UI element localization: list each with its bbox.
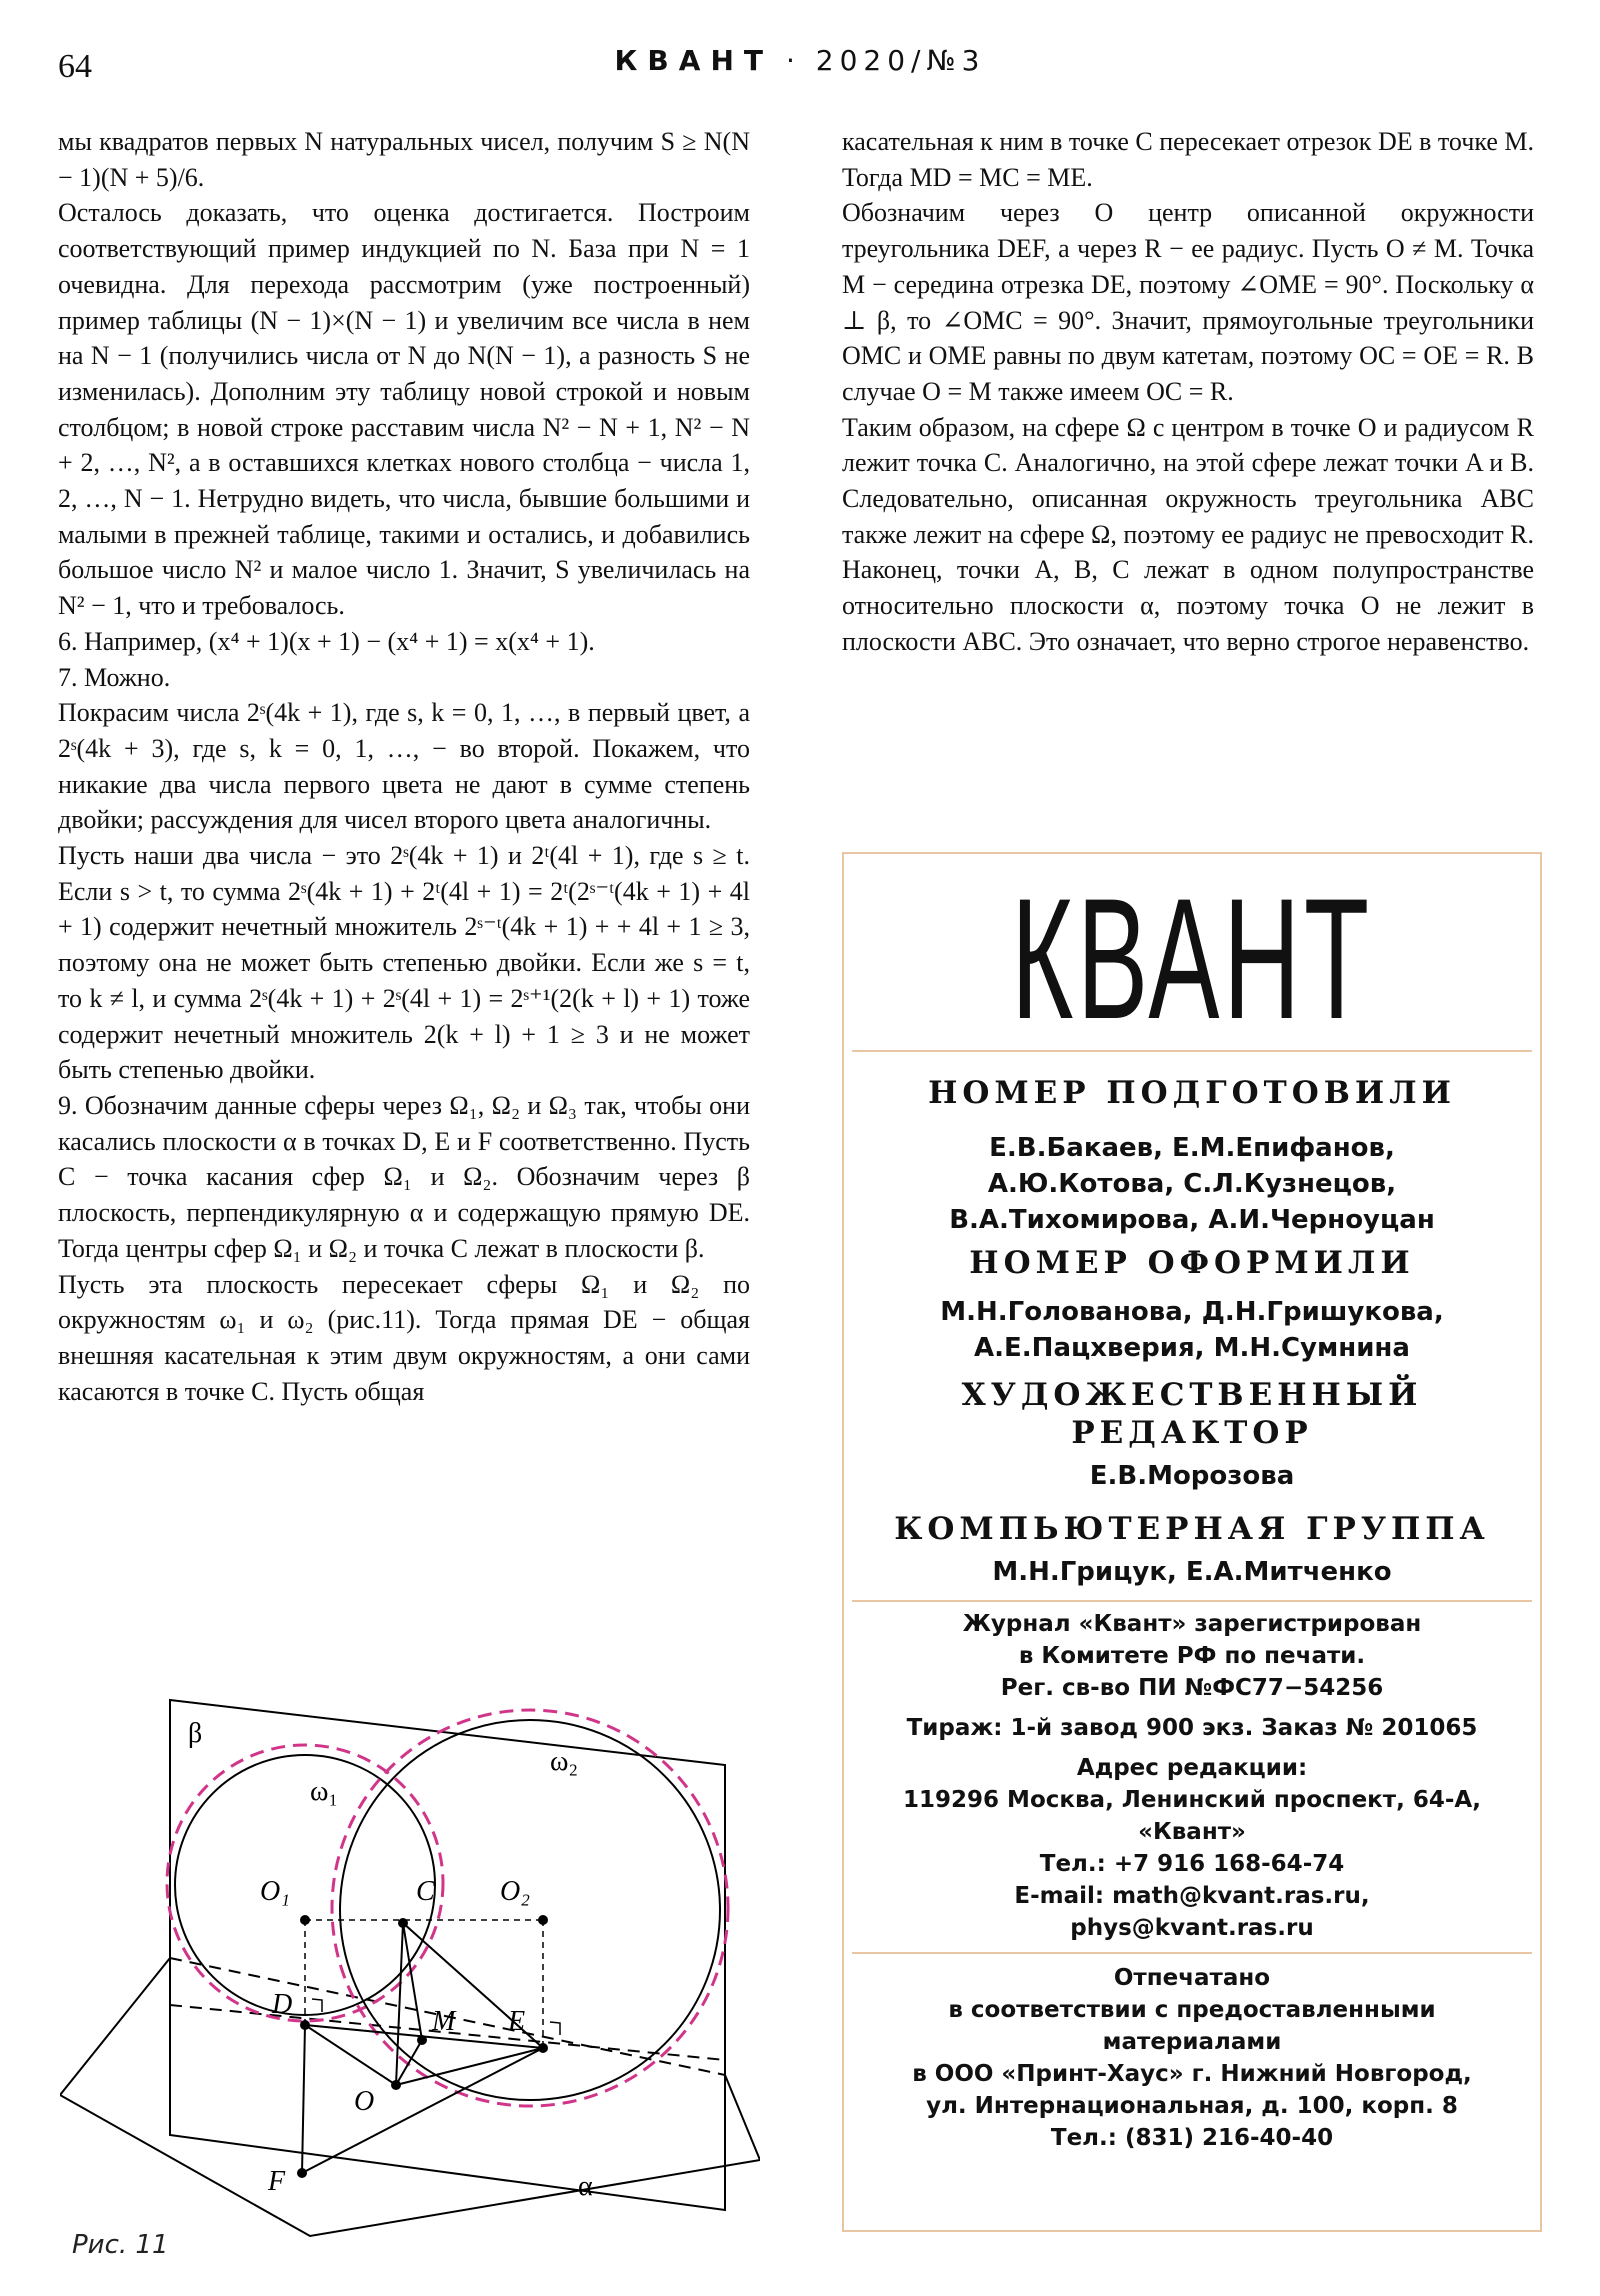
right-column xyxy=(842,124,1534,660)
prepared-names: В.А.Тихомирова, А.И.Черноуцан xyxy=(949,1205,1435,1235)
point-c xyxy=(398,1918,408,1928)
running-header xyxy=(0,44,1600,78)
geometry-figure xyxy=(60,1690,760,2250)
printed-line: материалами xyxy=(1102,2029,1282,2055)
point-f xyxy=(297,2168,307,2178)
figure-caption: Рис. 11 xyxy=(72,2230,169,2260)
paragraph: касательная к ним в точке C пересекает отрезок DE в точке M. Тогда MD = MC = ME. xyxy=(842,127,1534,192)
address-line: «Квант» xyxy=(1138,1819,1246,1845)
printed-line: ул. Интернациональная, д. 100, корп. 8 xyxy=(926,2093,1458,2119)
registration-line: Журнал «Квант» зарегистрирован xyxy=(962,1611,1422,1637)
paragraph: Обозначим через O центр описанной окружности треугольника DEF, а через R − ее радиус. Пусть O ≠ M. Точка M − середина отрезка DE, поэтому ∠OME = 90°. Поскольку α ⊥ β, то ∠OMC = 90°. Значит, прямоугольные треугольники OMC и OME равны по двум катетам, поэтому OC = OE = R. В случае O = M также имеем OC = R. xyxy=(842,198,1534,406)
label-m: M xyxy=(432,2006,456,2037)
segment-oe xyxy=(396,2048,543,2085)
segment-df xyxy=(302,2025,305,2173)
label-o2: O₂ xyxy=(500,1876,530,1907)
email: phys@kvant.ras.ru xyxy=(1070,1915,1314,1941)
point-d xyxy=(300,2020,310,2030)
paragraph: Пусть эта плоскость пересекает сферы Ω₁ и Ω₂ по окружностям ω₁ и ω₂ (рис.11). Тогда прямая DE − общая внешняя касательная к этим двум окружностям, а они сами касаются в точке C. Пусть общая xyxy=(58,1269,750,1406)
designed-title: НОМЕР ОФОРМИЛИ xyxy=(969,1245,1415,1281)
prepared-names: А.Ю.Котова, С.Л.Кузнецов, xyxy=(987,1169,1397,1199)
point-o1 xyxy=(300,1915,310,1925)
paragraph: Осталось доказать, что оценка достигается. Построим соответствующий пример индукцией по N. База при N = 1 очевидна. Для перехода рассмотрим (уже построенный) пример таблицы (N − 1)×(N − 1) и увеличим все числа в нем на N − 1 (получились числа от N до N(N − 1), а разность S не изменилась). Дополним эту таблицу новой строкой и новым столбцом; в новой строке расставим числа N² − N + 1, N² − N + 2, …, N², а в оставшихся клетках нового столбца − числа 1, 2, …, N − 1. Нетрудно видеть, что числа, бывшие большими и малыми в прежней таблице, такими и остались, и добавились большое число N² и малое число 1. Значит, S увеличилась на N² − 1, что и требовалось. xyxy=(58,198,750,621)
point-m xyxy=(417,2035,427,2045)
plane-beta xyxy=(170,1700,725,2210)
art-editor-name: Е.В.Морозова xyxy=(1089,1461,1295,1491)
prepared-names: Е.В.Бакаев, Е.М.Епифанов, xyxy=(989,1133,1395,1163)
paragraph: Таким образом, на сфере Ω с центром в точке O и радиусом R лежит точка C. Аналогично, на этой сфере лежат точки A и B. Следовательно, описанная окружность треугольника ABC также лежит на сфере Ω, поэтому ее радиус не превосходит R. xyxy=(842,412,1534,549)
computer-group-title: КОМПЬЮТЕРНАЯ ГРУППА xyxy=(894,1511,1490,1547)
label-c: C xyxy=(416,1876,435,1907)
art-editor-title: ХУДОЖЕСТВЕННЫЙ xyxy=(961,1377,1423,1413)
magazine-name: КВАНТ xyxy=(614,44,773,77)
problem-6-answer: 6. Например, (x⁴ + 1)(x + 1) − (x⁴ + 1) = x(x⁴ + 1). xyxy=(58,626,595,656)
designed-names: А.Е.Пацхверия, М.Н.Сумнина xyxy=(974,1333,1410,1363)
label-o: O xyxy=(354,2086,375,2117)
label-d: D xyxy=(272,1989,293,2020)
computer-group-names: М.Н.Грицук, Е.А.Митченко xyxy=(992,1557,1392,1587)
label-beta: β xyxy=(188,1718,203,1749)
magazine-logo: КВАНТ xyxy=(1011,863,1373,1055)
printed-line: в ООО «Принт-Хаус» г. Нижний Новгород, xyxy=(912,2061,1472,2087)
printed-line: Отпечатано xyxy=(1113,1965,1271,1991)
right-angle-mark xyxy=(550,2022,560,2035)
paragraph: Наконец, точки A, B, C лежат в одном полупространстве относительно плоскости α, поэтому точка O не лежит в плоскости ABC. Это означает, что верно строгое неравенство. xyxy=(842,555,1534,656)
problem-7-answer: 7. Можно. xyxy=(58,662,171,692)
label-o1: O₁ xyxy=(260,1876,290,1907)
registration-line: в Комитете РФ по печати. xyxy=(1018,1643,1366,1669)
plane-alpha-outline xyxy=(60,1958,760,2236)
paragraph: мы квадратов первых N натуральных чисел, получим S ≥ N(N − 1)(N + 5)/6. xyxy=(58,127,750,192)
right-angle-mark xyxy=(312,1999,322,2012)
label-e: E xyxy=(508,2006,526,2037)
segment-od xyxy=(305,2025,396,2085)
point-o xyxy=(391,2080,401,2090)
problem-9-solution: 9. Обозначим данные сферы через Ω₁, Ω₂ и Ω₃ так, чтобы они касались плоскости α в точках D, E и F соответственно. Пусть C − точка касания сфер Ω₁ и Ω₂. Обозначим через β плоскость, перпендикулярную α и содержащую прямую DE. Тогда центры сфер Ω₁ и Ω₂ и точка C лежат в плоскости β. xyxy=(58,1090,750,1263)
segment-cm xyxy=(403,1923,422,2040)
paragraph: Покрасим числа 2ˢ(4k + 1), где s, k = 0, 1, …, в первый цвет, а 2ˢ(4k + 3), где s, k = 0, 1, …, − во второй. Покажем, что никакие два числа первого цвета не дают в сумме степень двойки; рассуждения для чисел второго цвета аналогичны. xyxy=(58,698,750,835)
label-omega2: ω₂ xyxy=(550,1746,579,1777)
art-editor-title: РЕДАКТОР xyxy=(1071,1415,1313,1451)
issue-number: 2020/№3 xyxy=(815,44,986,77)
printed-line: в соответствии с предоставленными xyxy=(948,1997,1436,2023)
phone: Тел.: +7 916 168-64-74 xyxy=(1039,1851,1345,1877)
point-o2 xyxy=(538,1915,548,1925)
label-omega1: ω₁ xyxy=(310,1776,339,1807)
circulation: Тираж: 1-й завод 900 экз. Заказ № 201065 xyxy=(906,1715,1478,1741)
printed-line: Тел.: (831) 216-40-40 xyxy=(1050,2125,1334,2151)
page-number: 64 xyxy=(58,48,92,85)
prepared-title: НОМЕР ПОДГОТОВИЛИ xyxy=(928,1075,1456,1111)
label-f: F xyxy=(268,2166,286,2197)
left-column xyxy=(58,124,750,1684)
point-e xyxy=(538,2043,548,2053)
label-alpha: α xyxy=(578,2171,593,2202)
registration-line: Рег. св-во ПИ №ФС77−54256 xyxy=(1000,1675,1384,1701)
address-title: Адрес редакции: xyxy=(1076,1755,1308,1781)
header-dot: · xyxy=(785,44,816,77)
address-line: 119296 Москва, Ленинский проспект, 64-А, xyxy=(903,1787,1481,1813)
imprint-box xyxy=(842,852,1542,2232)
designed-names: М.Н.Голованова, Д.Н.Гришукова, xyxy=(940,1297,1444,1327)
paragraph: Пусть наши два числа − это 2ˢ(4k + 1) и 2ᵗ(4l + 1), где s ≥ t. Если s > t, то сумма 2ˢ(4k + 1) + 2ᵗ(4l + 1) = 2ᵗ(2ˢ⁻ᵗ(4k + 1) + 4l + 1) содержит нечетный множитель 2ˢ⁻ᵗ(4k + 1) + + 4l + 1 ≥ 3, поэтому она не может быть степенью двойки. Если же s = t, то k ≠ l, и сумма 2ˢ(4k + 1) + 2ˢ(4l + 1) = 2ˢ⁺¹(2(k + l) + 1) тоже содержит нечетный множитель 2(k + l) + 1 ≥ 3 и не может быть степенью двойки. xyxy=(58,841,750,1085)
email: E-mail: math@kvant.ras.ru, xyxy=(1014,1883,1370,1909)
